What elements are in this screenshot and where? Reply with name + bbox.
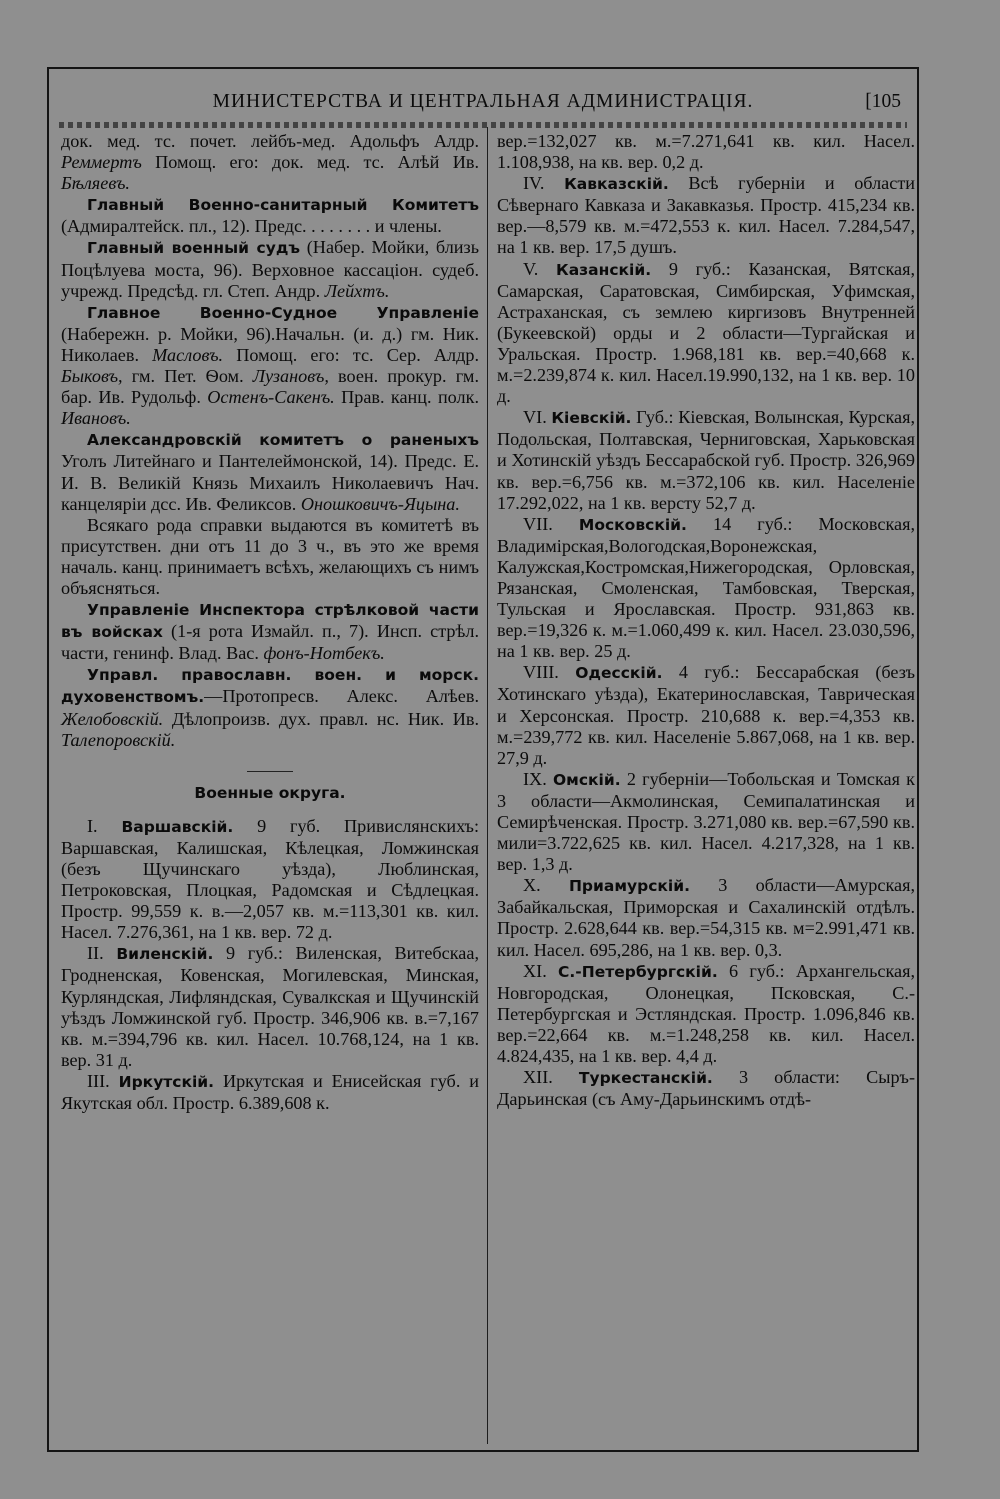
entry-sanitary-committee: Главный Военно-санитарный Комитетъ (Адмиралтейск. пл., 12). Предс. . . . . . . . и члены. <box>61 196 479 237</box>
district-irkutsk-continued: вер.=132,027 кв. м.=7.271,641 кв. кил. Насел. 1.108,938, на кв. вер. 0,2 д. <box>497 131 915 173</box>
entry-military-court: Главный военный судъ (Набер. Мойки, близь Поцѣлуева моста, 96). Верховное кассаціон. судеб. учрежд. Предсѣд. гл. Степ. Андр. Лейхтъ. <box>61 237 479 301</box>
column-divider <box>487 127 488 1444</box>
header-rule <box>59 122 907 128</box>
section-rule <box>247 771 293 772</box>
page-number: [105 <box>865 91 901 112</box>
entry-clergy: Управл. православн. воен. и морск. духовенствомъ.—Протопресв. Алекс. Алѣев. Желобовскій. Дѣлопроизв. дух. правл. нс. Ник. Ив. Талепоровскій. <box>61 666 480 750</box>
district-kiev: VI. Кіевскій. Губ.: Кіевская, Волынская, Курская, Подольская, Полтавская, Черниговская, Харьковская и Хотинскій уѣздъ Бессарабской губ. Простр. 326,969 кв. вер.=6,756 кв. м.=372,106 кв. кил. Населеніе 17.292,022, на 1 кв. версту 52,7 д. <box>497 407 916 513</box>
page-title: МИНИСТЕРСТВА И ЦЕНТРАЛЬНАЯ АДМИНИСТРАЦІЯ. <box>212 91 754 112</box>
section-heading: Военные округа. <box>194 783 346 802</box>
district-petersburg: XI. С.-Петербургскій. 6 губ.: Архангельская, Новгородская, Олонецкая, Псковская, С.-Петербургская и Эстляндская. Простр. 1.096,846 кв. вер.=22,664 кв. м.=1.248,258 кв. кил. Насел. 4.824,435, на 1 кв. вер. 4,4 д. <box>497 960 916 1067</box>
entry-court-administration: Главное Военно-Судное Управленіе (Набережн. р. Мойки, 96).Начальн. (и. д.) гм. Ник. Николаев. Масловъ. Помощ. его: тс. Сер. Алдр. Быковъ, гм. Пет. Ѳом. Лузановъ, воен. прокур. гм. бар. Ив. Рудольф. Остенъ-Сакенъ. Прав. канц. полк. Ивановъ. <box>61 303 479 429</box>
entry-rifle-inspector: Управленіе Инспектора стрѣлковой части въ войсках (1-я рота Измайл. п., 7). Инсп. стрѣл. части, генинф. Влад. Вас. фонъ-Нотбекъ. <box>61 601 480 664</box>
district-odessa: VIII. Одесскій. 4 губ.: Бессарабская (безъ Хотинскаго уѣзда), Екатеринославская, Таврическая и Херсонская. Простр. 210,688 к. вер.=4,353 кв. м.=239,772 кв. кил. Населеніе 5.867,068, на 1 кв. вер. 27,9 д. <box>497 662 916 768</box>
page-frame <box>47 67 919 1452</box>
entry-alexander-committee: Александровскій комитетъ о раненыхъ Уголъ Литейнаго и Пантелеймонской, 14). Предс. Е. И. В. Великій Князь Михаилъ Николаевичъ Нач. канцеляріи дсс. Ив. Феликсов. Оношковичъ-Яцына. <box>61 431 479 514</box>
district-amur: X. Приамурскій. 3 области—Амурская, Забайкальская, Приморская и Сахалинскій отдѣлъ. Простр. 2.628,644 кв. вер.=54,315 кв. м=2.991,471 кв. кил. Насел. 695,286, на 1 кв. вер. 0,3. <box>497 875 915 960</box>
right-column <box>497 131 915 1110</box>
district-kazan: V. Казанскій. 9 губ.: Казанская, Вятская, Самарская, Саратовская, Симбирская, Уфимская, Астраханская, съ землею киргизовъ Внутренней (Букеевской) орды и 2 области—Тургайская и Уральская. Простр. 1.968,181 кв. вер.=40,668 к. м.=2.239,874 к. кил. Насел.19.990,132, на 1 кв. вер. 10 д. <box>497 258 916 407</box>
entry-inquiry-note: Всякаго рода справки выдаются въ комитетѣ въ присутствен. дни отъ 11 до 3 ч., въ это же время началь. канц. принимаетъ всѣхъ, желающихъ съ нимъ объясняться. <box>61 514 479 598</box>
district-irkutsk: III. Иркутскій. Иркутская и Енисейская губ. и Якутская обл. Простр. 6.389,608 к. <box>61 1070 479 1114</box>
page-header <box>49 91 917 121</box>
district-turkestan: XII. Туркестанскій. 3 области: Сыръ-Дарьинская (съ Аму-Дарьинскимъ отдѣ- <box>497 1067 915 1110</box>
district-omsk: IX. Омскій. 2 губерніи—Тобольская и Томская к 3 области—Акмолинская, Семипалатинская и Семирѣченская. Простр. 3.271,080 кв. вер.=67,590 кв. мили=3.722,625 кв. кил. Насел. 4.217,328, на 1 кв. вер. 1,3 д. <box>497 768 915 875</box>
district-moscow: VII. Московскій. 14 губ.: Московская, Владимірская,Вологодская,Воронежская, Калужская,Костромская,Нижегородская, Орловская, Рязанская, Смоленская, Тамбовская, Тверская, Тульская и Ярославская. Простр. 931,863 кв. вер.=19,326 к. м.=1.060,499 к. кил. Насел. 23.030,596, на 1 кв. вер. 25 д. <box>497 513 915 662</box>
district-warsaw: I. Варшавскій. 9 губ. Привислянскихъ: Варшавская, Калишская, Кѣлецкая, Ломжинская (безъ Щучинскаго уѣзда), Люблинская, Петроковская, Плоцкая, Радомская и Сѣдлецкая. Простр. 99,559 к. в.—2,057 кв. м.=113,301 кв. кил. Насел. 7.276,361, на 1 кв. вер. 72 д. <box>61 815 480 943</box>
district-caucasus: IV. Кавказскій. Всѣ губерніи и области Сѣвернаго Кавказа и Закавказья. Простр. 415,234 кв. вер.—8,579 кв. м.=472,553 к. кил. Насел. 7.284,547, на 1 кв. вер. 17,5 душъ. <box>497 173 916 258</box>
district-vilna: II. Виленскій. 9 губ.: Виленская, Витебскаа, Гродненская, Ковенская, Могилевская, Минская, Курляндская, Лифляндская, Сувалкская и Щучинскій уѣздъ Ломжинской губ. Простр. 346,906 кв. в.=7,167 кв. м.=394,796 кв. кил. Насел. 10.768,124, на 1 кв. вер. 31 д. <box>61 943 479 1070</box>
entry-continued: док. мед. тс. почет. лейбъ-мед. Адольфъ Алдр. Реммертъ Помощ. его: док. мед. тс. Алѣй Ив. Бѣляевъ. <box>61 131 479 194</box>
left-column <box>61 131 479 1114</box>
